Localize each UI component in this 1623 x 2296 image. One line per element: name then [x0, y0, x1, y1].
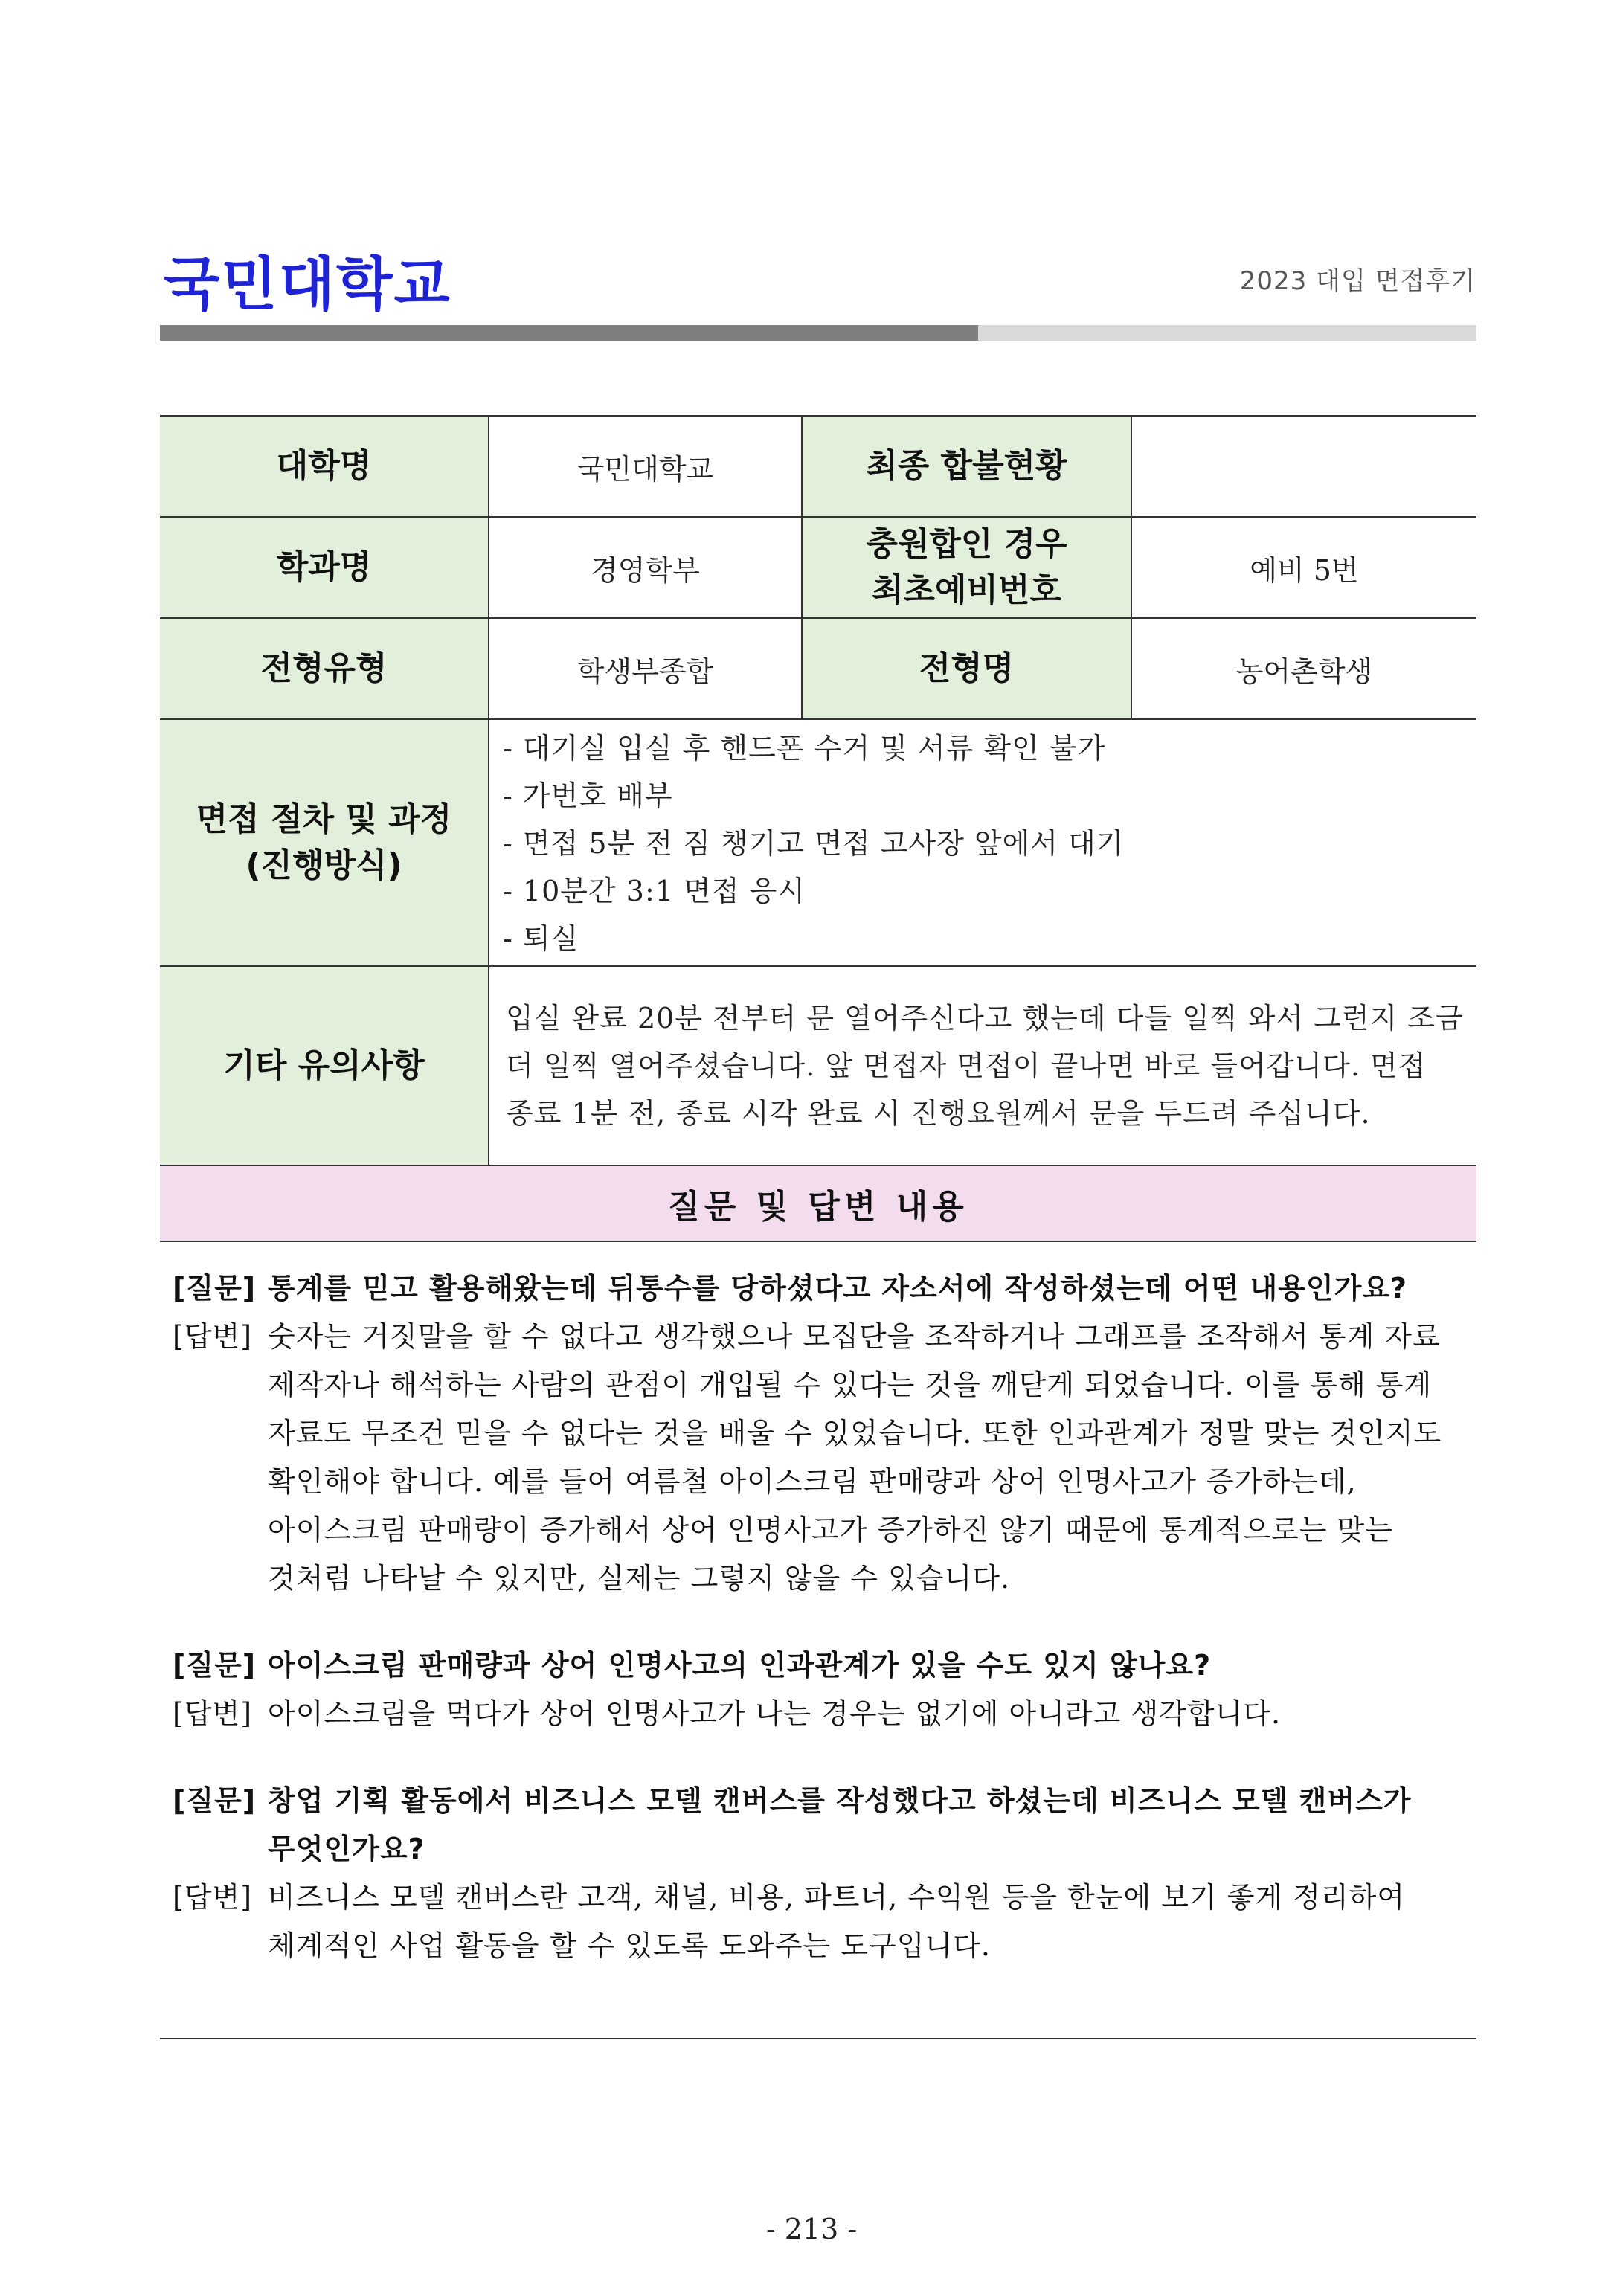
table-row: [160, 719, 1476, 966]
admission-name-label: 전형명: [802, 618, 1131, 719]
procedure-label: [160, 719, 489, 966]
table-row: [160, 517, 1476, 618]
final-result-label: 최종 합불현황: [802, 416, 1131, 517]
procedure-label-line-1: 면접 절차 및 과정: [196, 800, 452, 838]
header-divider: [160, 325, 1476, 341]
header-divider-dark: [160, 325, 978, 341]
table-row: [160, 966, 1476, 1165]
page-title: 국민대학교: [164, 251, 451, 318]
answer: [173, 1690, 1471, 1738]
notes-text: 입실 완료 20분 전부터 문 열어주신다고 했는데 다들 일찍 와서 그런지 조금 더 일찍 열어주셨습니다. 앞 면접자 면접이 끝나면 바로 들어갑니다. 면접 종료 1분 전, 종료 시각 완료 시 진행요원께서 문을 두드려 주십니다.: [506, 1002, 1464, 1130]
list-item: - 가번호 배부: [503, 779, 673, 812]
list-item: - 10분간 3:1 면접 응시: [503, 875, 806, 907]
question: [173, 1777, 1471, 1874]
answer-text: 아이스크림을 먹다가 상어 인명사고가 나는 경우는 없기에 아니라고 생각합니다.: [268, 1697, 1282, 1730]
question: [173, 1264, 1471, 1313]
university-value: 국민대학교: [489, 416, 802, 517]
final-result-value: [1131, 416, 1476, 517]
qa-item: [173, 1641, 1471, 1738]
interview-info-table: [160, 415, 1476, 1242]
waitlist-label: [802, 517, 1131, 618]
table-row: [160, 618, 1476, 719]
admission-type-label: 전형유형: [160, 618, 489, 719]
answer-tag: [답변]: [173, 1697, 253, 1730]
list-item: - 대기실 입실 후 핸드폰 수거 및 서류 확인 불가: [503, 732, 1106, 765]
answer: [173, 1874, 1471, 1970]
answer: [173, 1313, 1471, 1603]
footer-divider: [160, 2038, 1476, 2039]
qa-item: [173, 1264, 1471, 1603]
notes-label: 기타 유의사항: [160, 966, 489, 1165]
question-tag: [질문]: [173, 1649, 257, 1682]
answer-text: 숫자는 거짓말을 할 수 없다고 생각했으나 모집단을 조작하거나 그래프를 조작해서 통계 자료 제작자나 해석하는 사람의 관점이 개입될 수 있다는 것을 깨닫게 되었습니다. 이를 통해 통계 자료도 무조건 믿을 수 없다는 것을 배울 수 있었습니다. 또한 인과관계가 정말 맞는 것인지도 확인해야 합니다. 예를 들어 여름철 아이스크림 판매량과 상어 인명사고가 증가하는데, 아이스크림 판매량이 증가해서 상어 인명사고가 증가하진 않기 때문에 통계적으로는 맞는 것처럼 나타날 수 있지만, 실제는 그렇지 않을 수 있습니다.: [268, 1320, 1442, 1595]
question-tag: [질문]: [173, 1272, 257, 1305]
waitlist-label-line-2: 최초예비번호: [871, 571, 1062, 609]
answer-tag: [답변]: [173, 1320, 253, 1353]
question-text: 아이스크림 판매량과 상어 인명사고의 인과관계가 있을 수도 있지 않나요?: [268, 1649, 1212, 1682]
procedure-label-line-2: (진행방식): [245, 846, 402, 884]
department-value: 경영학부: [489, 517, 802, 618]
question-tag: [질문]: [173, 1784, 257, 1817]
table-row: [160, 1165, 1476, 1241]
department-label: 학과명: [160, 517, 489, 618]
admission-type-value: 학생부종합: [489, 618, 802, 719]
list-item: - 면접 5분 전 짐 챙기고 면접 고사장 앞에서 대기: [503, 827, 1125, 860]
university-label: 대학명: [160, 416, 489, 517]
page-number: - 213 -: [765, 2213, 858, 2245]
procedure-list: [489, 719, 1476, 966]
waitlist-label-line-1: 충원합인 경우: [866, 525, 1067, 563]
question: [173, 1641, 1471, 1690]
question-text: 창업 기획 활동에서 비즈니스 모델 캔버스를 작성했다고 하셨는데 비즈니스 모델 캔버스가 무엇인가요?: [268, 1784, 1412, 1865]
qa-section-header: 질문 및 답변 내용: [160, 1165, 1476, 1241]
document-subtitle: 2023 대입 면접후기: [1239, 266, 1476, 296]
header-divider-light: [978, 325, 1476, 341]
admission-name-value: 농어촌학생: [1131, 618, 1476, 719]
answer-text: 비즈니스 모델 캔버스란 고객, 채널, 비용, 파트너, 수익원 등을 한눈에 보기 좋게 정리하여 체계적인 사업 활동을 할 수 있도록 도와주는 도구입니다.: [268, 1881, 1406, 1962]
notes-cell: [489, 966, 1476, 1165]
answer-tag: [답변]: [173, 1881, 253, 1914]
table-row: [160, 416, 1476, 517]
question-text: 통계를 믿고 활용해왔는데 뒤통수를 당하셨다고 자소서에 작성하셨는데 어떤 내용인가요?: [268, 1272, 1408, 1305]
waitlist-value: 예비 5번: [1131, 517, 1476, 618]
list-item: - 퇴실: [503, 922, 579, 955]
qa-list: [173, 1264, 1471, 2009]
qa-item: [173, 1777, 1471, 1970]
